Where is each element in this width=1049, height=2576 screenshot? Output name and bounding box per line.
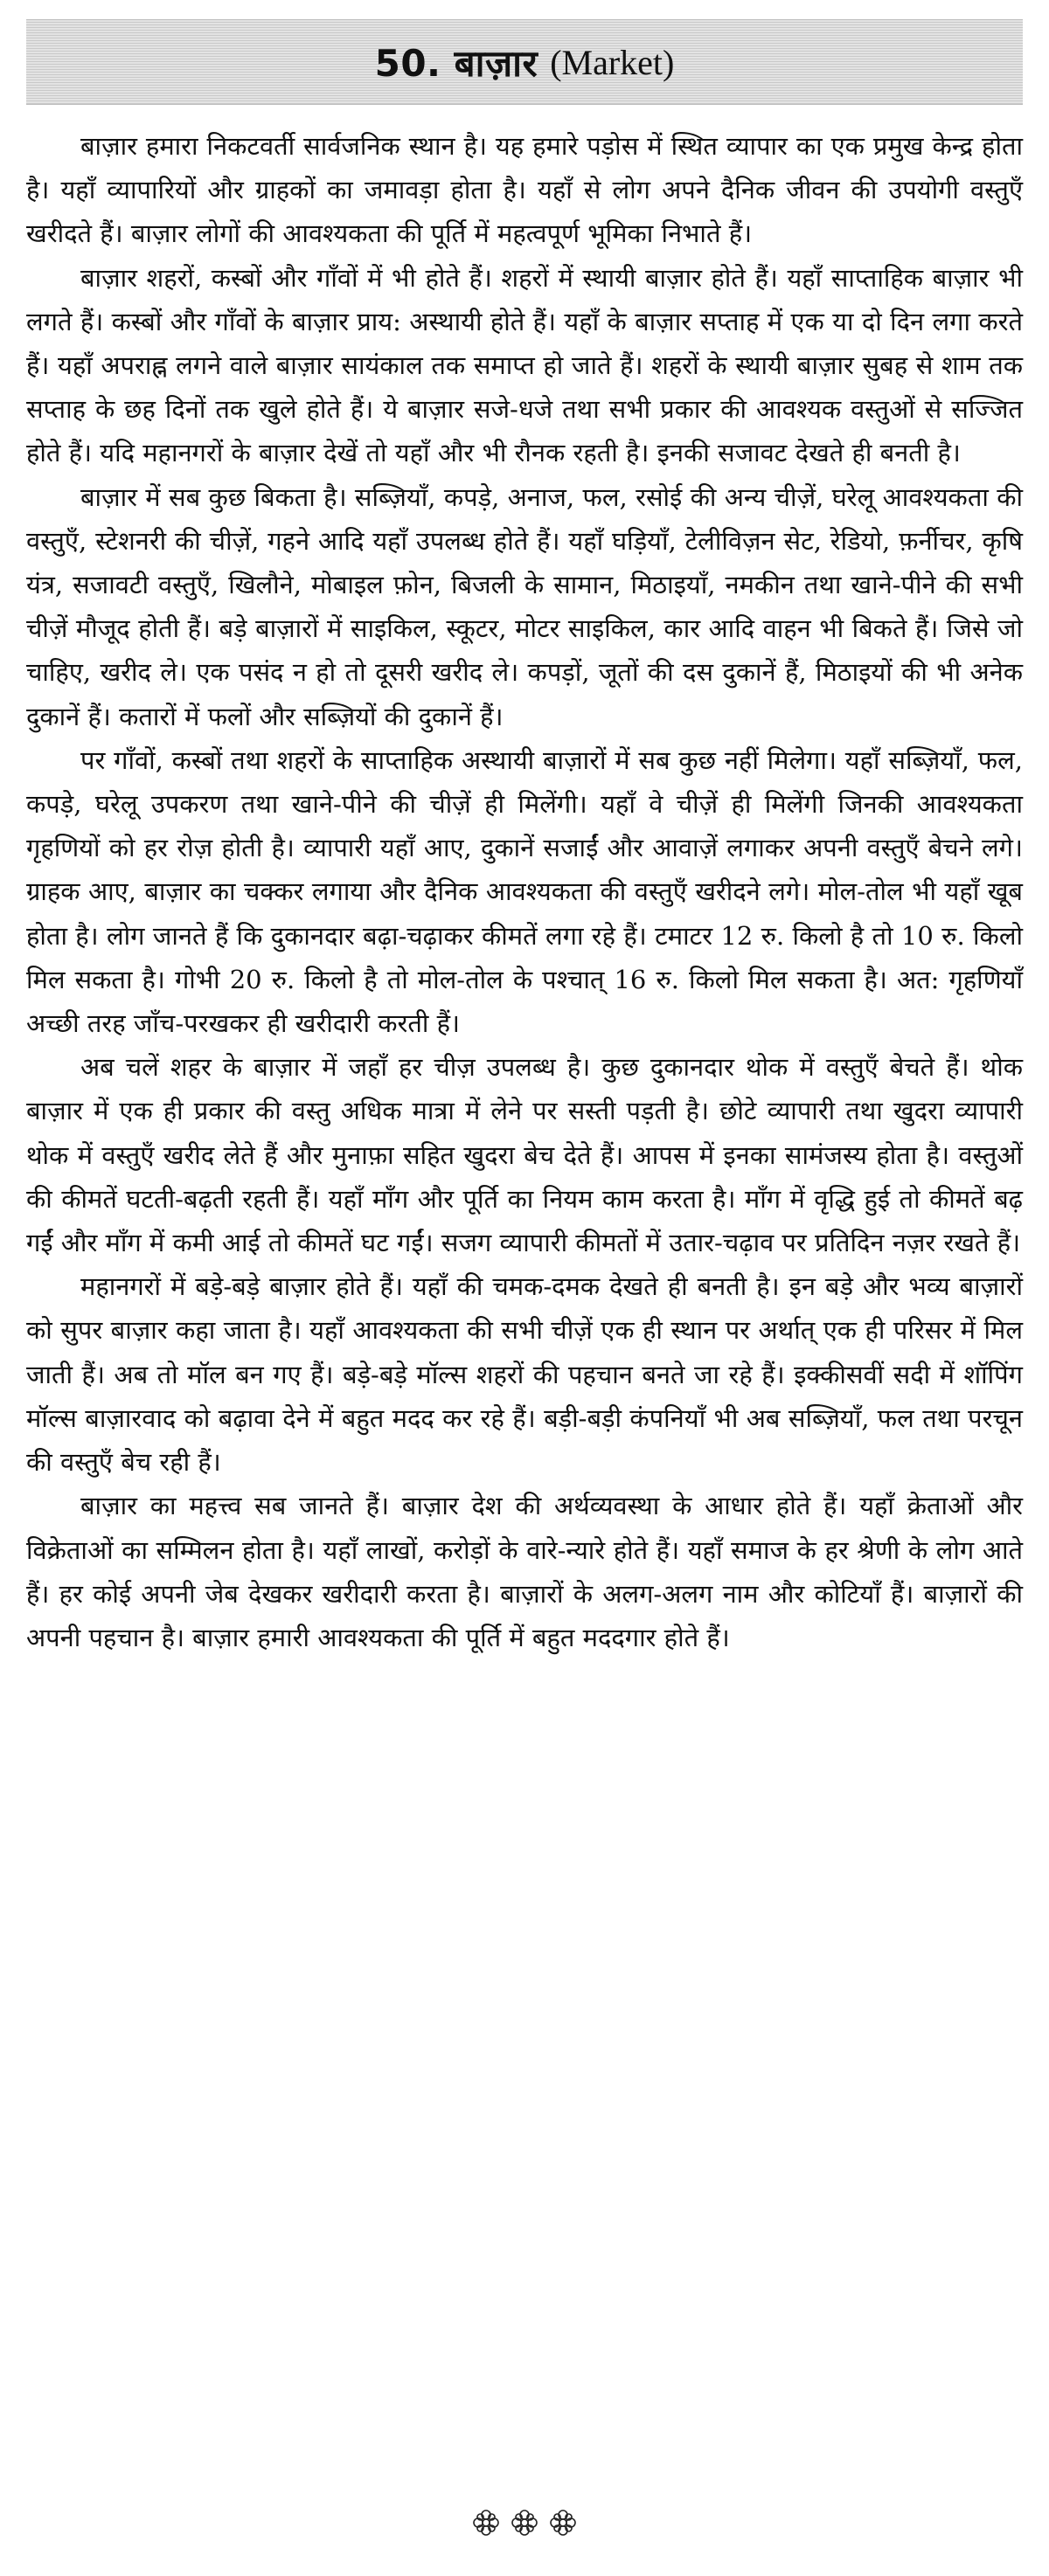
- essay-page: [26, 19, 1023, 1659]
- flower-ornament-icon: [510, 2508, 539, 2538]
- essay-title: 50. बाज़ार: [374, 41, 538, 85]
- flower-ornament-icon: [548, 2508, 578, 2538]
- paragraph-7: बाज़ार का महत्त्व सब जानते हैं। बाज़ार देश की अर्थव्यवस्था के आधार होते हैं। यहाँ क्रेताओं और विक्रेताओं का सम्मिलन होता है। यहाँ लाखों, करोड़ों के वारे-न्यारे होते हैं। यहाँ समाज के हर श्रेणी के लोग आते हैं। हर कोई अपनी जेब देखकर खरीदारी करता है। बाज़ारों के अलग-अलग नाम और कोटियाँ हैं। बाज़ारों की अपनी पहचान है। बाज़ार हमारी आवश्यकता की पूर्ति में बहुत मददगार होते हैं।: [26, 1491, 1023, 1652]
- paragraph-6: महानगरों में बड़े-बड़े बाज़ार होते हैं। यहाँ की चमक-दमक देखते ही बनती है। इन बड़े और भव्य बाज़ारों को सुपर बाज़ार कहा जाता है। यहाँ आवश्यकता की सभी चीज़ें एक ही स्थान पर अर्थात् एक ही परिसर में मिल जाती हैं। अब तो मॉल बन गए हैं। बड़े-बड़े मॉल्स शहरों की पहचान बनते जा रहे हैं। इक्कीसवीं सदी में शॉपिंग मॉल्स बाज़ारवाद को बढ़ावा देने में बहुत मदद कर रहे हैं। बड़ी-बड़ी कंपनियाँ भी अब सब्ज़ियाँ, फल तथा परचून की वस्तुएँ बेच रही हैं।: [26, 1271, 1023, 1478]
- paragraph-1: बाज़ार हमारा निकटवर्ती सार्वजनिक स्थान है। यह हमारे पड़ोस में स्थित व्यापार का एक प्रमुख केन्द्र होता है। यहाँ व्यापारियों और ग्राहकों का जमावड़ा होता है। यहाँ से लोग अपने दैनिक जीवन की उपयोगी वस्तुएँ खरीदते हैं। बाज़ार लोगों की आवश्यकता की पूर्ति में महत्वपूर्ण भूमिका निभाते हैं।: [26, 131, 1023, 249]
- paragraph-2: बाज़ार शहरों, कस्बों और गाँवों में भी होते हैं। शहरों में स्थायी बाज़ार होते हैं। यहाँ साप्ताहिक बाज़ार भी लगते हैं। कस्बों और गाँवों के बाज़ार प्राय: अस्थायी होते हैं। यहाँ के बाज़ार सप्ताह में एक या दो दिन लगा करते हैं। यहाँ अपराह्न लगने वाले बाज़ार सायंकाल तक समाप्त हो जाते हैं। शहरों के स्थायी बाज़ार सुबह से शाम तक सप्ताह के छह दिनों तक खुले होते हैं। ये बाज़ार सजे-धजे तथा सभी प्रकार की आवश्यक वस्तुओं से सज्जित होते हैं। यदि महानगरों के बाज़ार देखें तो यहाँ और भी रौनक रहती है। इनकी सजावट देखते ही बनती है।: [26, 262, 1023, 468]
- paragraph-3: बाज़ार में सब कुछ बिकता है। सब्ज़ियाँ, कपड़े, अनाज, फल, रसोई की अन्य चीज़ें, घरेलू आवश्यकता की वस्तुएँ, स्टेशनरी की चीज़ें, गहने आदि यहाँ उपलब्ध होते हैं। यहाँ घड़ियाँ, टेलीविज़न सेट, रेडियो, फ़र्नीचर, कृषि यंत्र, सजावटी वस्तुएँ, खिलौने, मोबाइल फ़ोन, बिजली के सामान, मिठाइयाँ, नमकीन तथा खाने-पीने की सभी चीज़ें मौजूद होती हैं। बड़े बाज़ारों में साइकिल, स्कूटर, मोटर साइकिल, कार आदि वाहन भी बिकते हैं। जिसे जो चाहिए, खरीद ले। एक पसंद न हो तो दूसरी खरीद ले। कपड़ों, जूतों की दस दुकानें हैं, मिठाइयों की भी अनेक दुकानें हैं। कतारों में फलों और सब्ज़ियों की दुकानें हैं।: [26, 481, 1023, 731]
- flower-ornament-icon: [471, 2508, 501, 2538]
- essay-english-title: (Market): [550, 42, 675, 82]
- paragraph-5: अब चलें शहर के बाज़ार में जहाँ हर चीज़ उपलब्ध है। कुछ दुकानदार थोक में वस्तुएँ बेचते हैं। थोक बाज़ार में एक ही प्रकार की वस्तु अधिक मात्रा में लेने पर सस्ती पड़ती है। छोटे व्यापारी तथा खुदरा व्यापारी थोक में वस्तुएँ खरीद लेते हैं और मुनाफ़ा सहित खुदरा बेच देते हैं। आपस में इनका सामंजस्य होता है। वस्तुओं की कीमतें घटती-बढ़ती रहती हैं। यहाँ माँग और पूर्ति का नियम काम करता है। माँग में वृद्धि हुई तो कीमतें बढ़ गईं और माँग में कमी आई तो कीमतें घट गईं। सजग व्यापारी कीमतों में उतार-चढ़ाव पर प्रतिदिन नज़र रखते हैं।: [26, 1052, 1023, 1258]
- footer-ornaments: [0, 2508, 1049, 2538]
- paragraph-4: पर गाँवों, कस्बों तथा शहरों के साप्ताहिक अस्थायी बाज़ारों में सब कुछ नहीं मिलेगा। यहाँ सब्ज़ियाँ, फल, कपड़े, घरेलू उपकरण तथा खाने-पीने की चीज़ें ही मिलेंगी। यहाँ वे चीज़ें ही मिलेंगी जिनकी आवश्यकता गृहणियों को हर रोज़ होती है। व्यापारी यहाँ आए, दुकानें सजाईं और आवाज़ें लगाकर अपनी वस्तुएँ बेचने लगे। ग्राहक आए, बाज़ार का चक्कर लगाया और दैनिक आवश्यकता की वस्तुएँ खरीदने लगे। मोल-तोल भी यहाँ खूब होता है। लोग जानते हैं कि दुकानदार बढ़ा-चढ़ाकर कीमतें लगा रहे हैं। टमाटर 12 रु. किलो है तो 10 रु. किलो मिल सकता है। गोभी 20 रु. किलो है तो मोल-तोल के पश्चात् 16 रु. किलो मिल सकता है। अत: गृहणियाँ अच्छी तरह जाँच-परखकर ही खरीदारी करती हैं।: [26, 744, 1023, 1039]
- title-banner: [26, 19, 1023, 105]
- essay-body: [26, 124, 1023, 1659]
